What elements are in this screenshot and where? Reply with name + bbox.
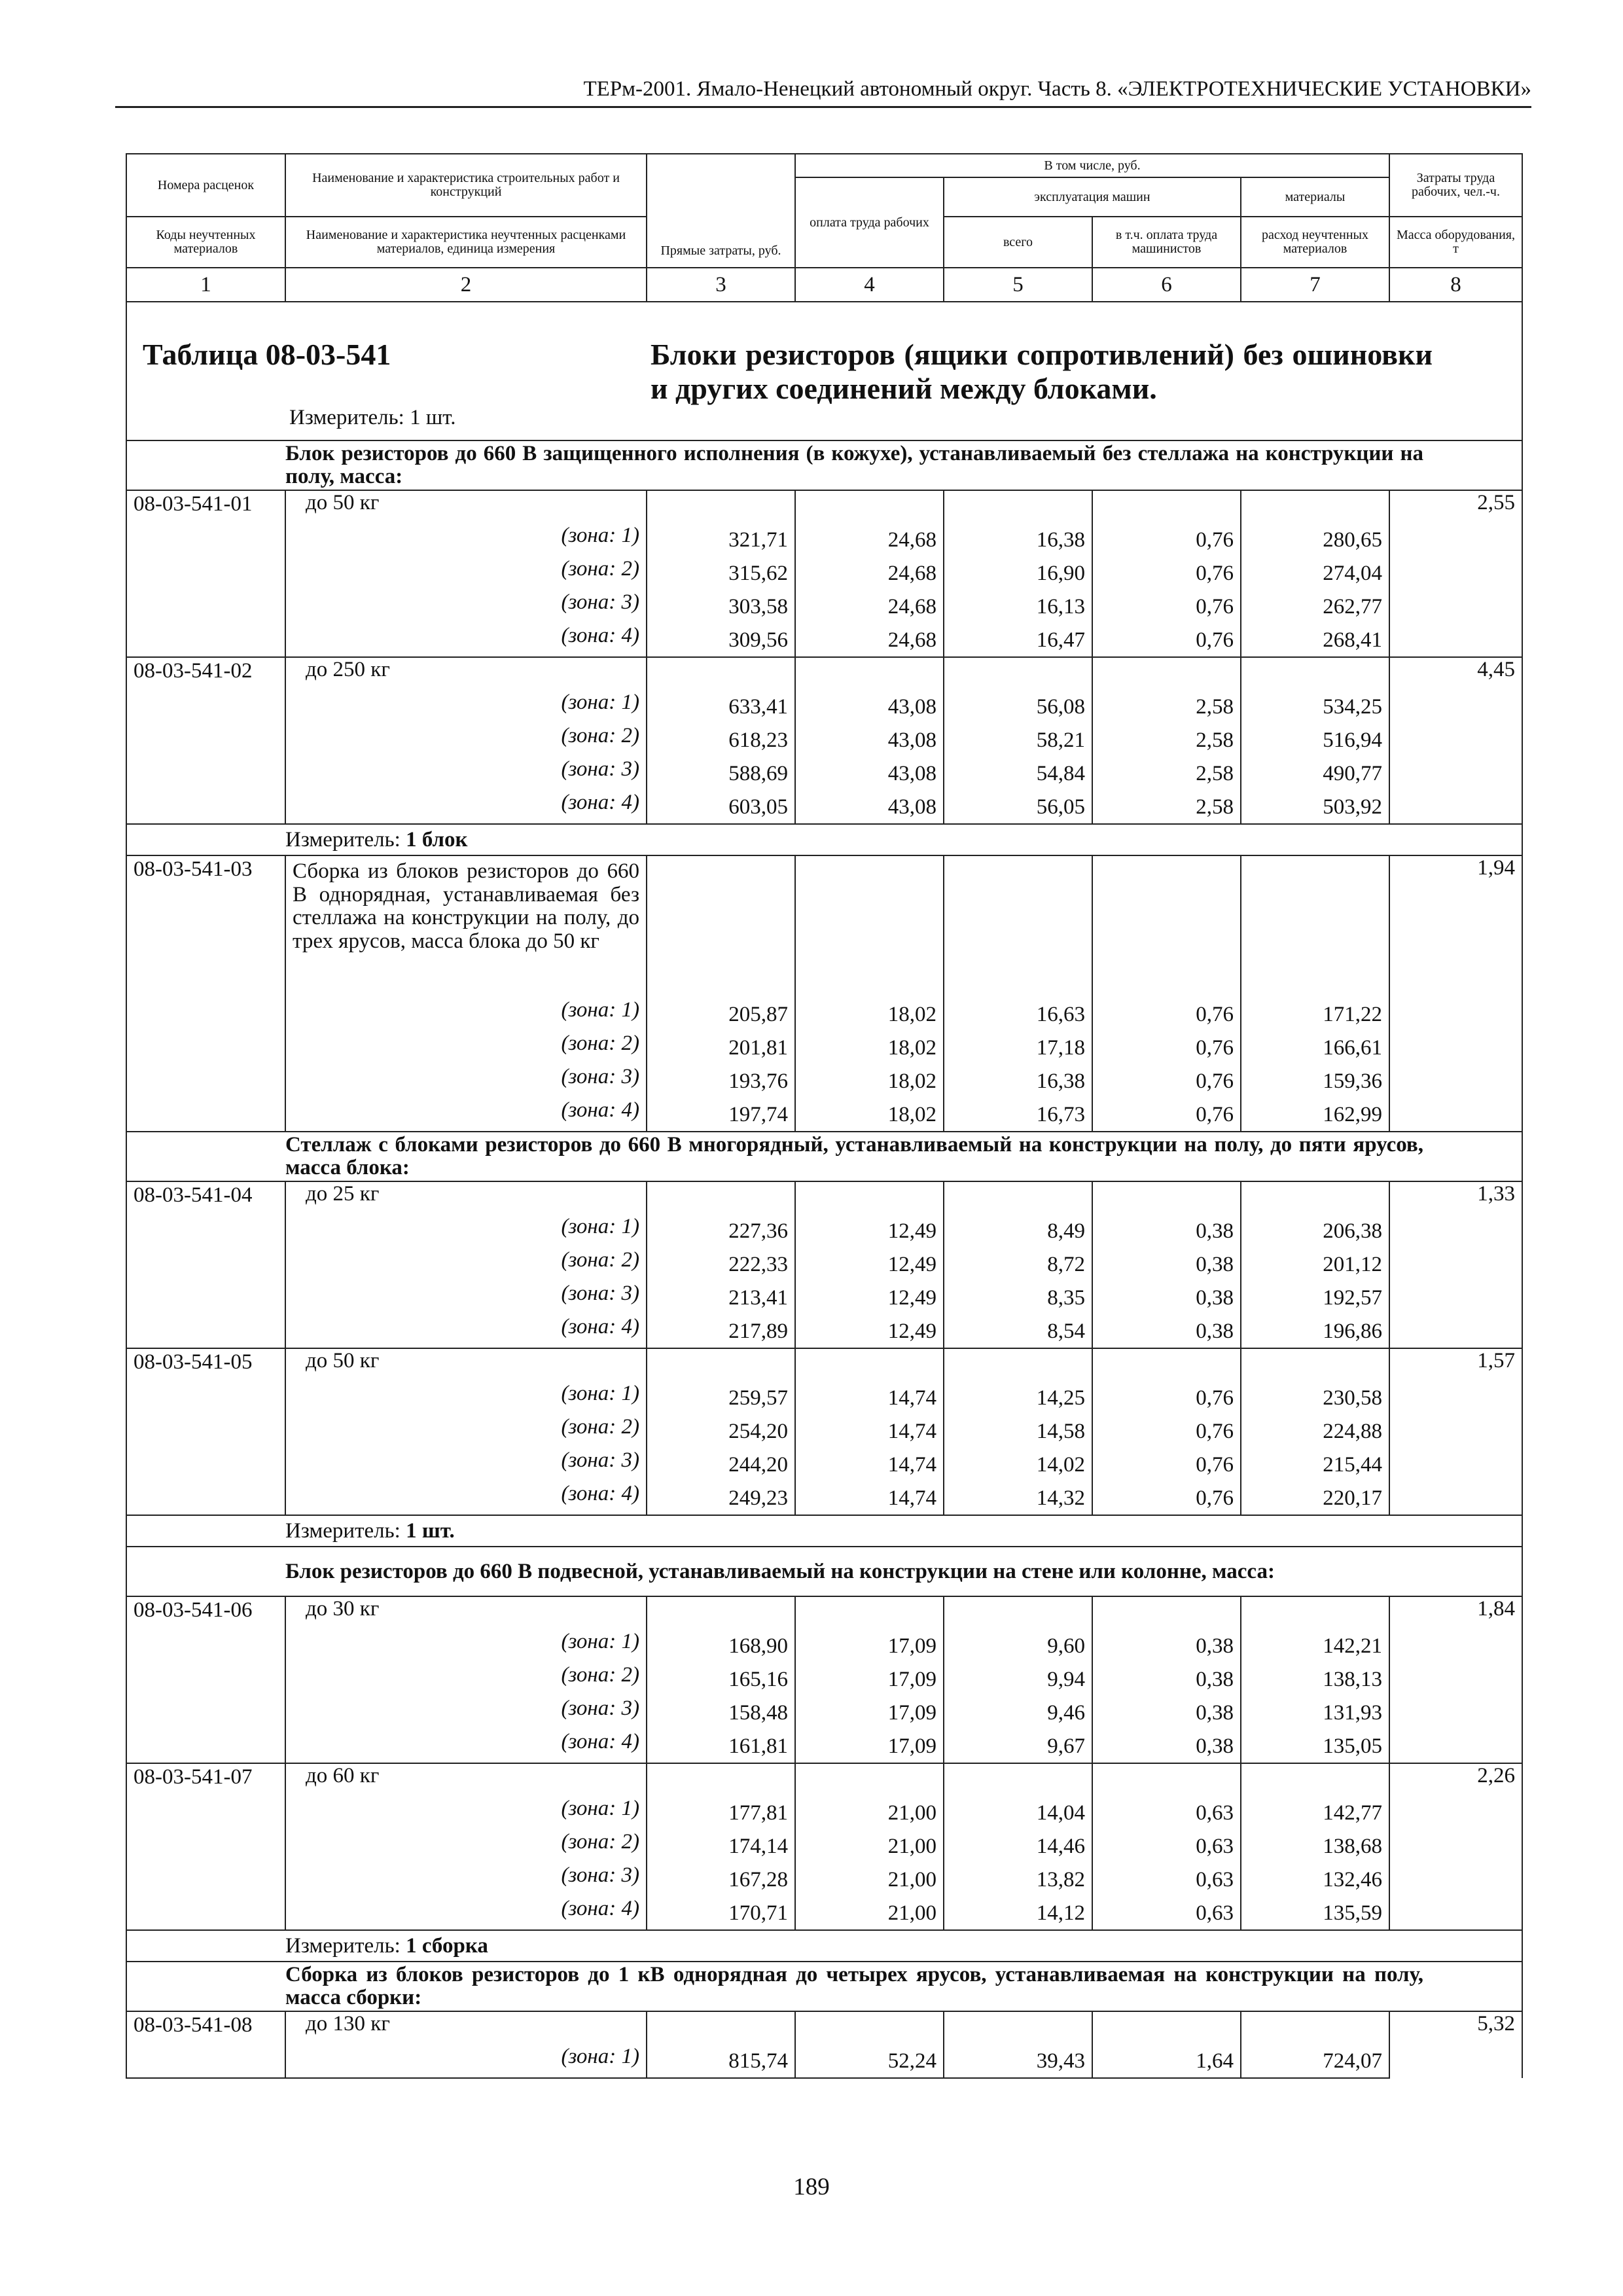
header-materials: материалы — [1241, 177, 1389, 217]
header-name-bottom: Наименование и характеристика неучтенных расценками материалов, единица измерения — [285, 217, 647, 268]
measure-label: Измеритель: — [285, 1518, 401, 1543]
measure-label: Измеритель: — [285, 1933, 401, 1958]
machinists-pay: 0,76 — [1092, 998, 1241, 1031]
direct-cost: 168,90 — [647, 1630, 795, 1663]
labor-pay: 12,49 — [795, 1315, 944, 1348]
header-including: В том числе, руб. — [795, 154, 1389, 177]
header-name-top: Наименование и характеристика строительных работ и конструкций — [285, 154, 647, 217]
empty-cell — [1092, 657, 1241, 691]
machinists-pay: 0,63 — [1092, 1897, 1241, 1930]
empty-cell — [795, 490, 944, 524]
labor-pay: 18,02 — [795, 1065, 944, 1098]
direct-cost: 167,28 — [647, 1863, 795, 1897]
labor-pay: 21,00 — [795, 1863, 944, 1897]
empty-cell — [1241, 1596, 1389, 1630]
machines-total: 16,38 — [944, 1065, 1092, 1098]
direct-cost: 633,41 — [647, 691, 795, 724]
zone-label: (зона: 1) — [285, 2045, 647, 2078]
equipment-mass: 2,55 — [1389, 490, 1522, 657]
header-rule — [115, 106, 1531, 108]
header-materials-unaccounted: расход неучтенных материалов — [1241, 217, 1389, 268]
materials-cost: 215,44 — [1241, 1448, 1389, 1482]
empty-cell — [647, 855, 795, 998]
section-heading: Стеллаж с блоками резисторов до 660 В многорядный, устанавливаемый на конструкции на полу, до пяти ярусов, масса блока: — [285, 1132, 1522, 1181]
zone-label: (зона: 4) — [285, 624, 647, 657]
empty-cell — [647, 1596, 795, 1630]
labor-pay: 17,09 — [795, 1730, 944, 1763]
empty-cell — [647, 1181, 795, 1215]
direct-cost: 618,23 — [647, 724, 795, 757]
direct-cost: 174,14 — [647, 1830, 795, 1863]
section-heading: Блок резисторов до 660 В подвесной, устанавливаемый на конструкции на стене или колонне, масса: — [285, 1547, 1522, 1596]
empty-cell — [795, 1763, 944, 1797]
empty-cell — [1092, 2011, 1241, 2045]
section-heading: Блок резисторов до 660 В защищенного исполнения (в кожухе), устанавливаемый без стеллажа на конструкции на полу, масса: — [285, 440, 1522, 490]
machines-total: 16,38 — [944, 524, 1092, 557]
running-header: ТЕРм-2001. Ямало-Ненецкий автономный округ. Часть 8. «ЭЛЕКТРОТЕХНИЧЕСКИЕ УСТАНОВКИ» — [583, 77, 1531, 101]
direct-cost: 254,20 — [647, 1415, 795, 1448]
empty-cell — [944, 657, 1092, 691]
direct-cost: 177,81 — [647, 1797, 795, 1830]
header-machinists: в т.ч. оплата труда машинистов — [1092, 217, 1241, 268]
empty-cell — [795, 1596, 944, 1630]
machines-total: 14,58 — [944, 1415, 1092, 1448]
materials-cost: 138,13 — [1241, 1663, 1389, 1696]
zone-label: (зона: 3) — [285, 1696, 647, 1730]
header-labor-pay: оплата труда рабочих — [795, 177, 944, 268]
rate-name: до 250 кг — [285, 657, 647, 691]
machinists-pay: 0,76 — [1092, 1448, 1241, 1482]
direct-cost: 170,71 — [647, 1897, 795, 1930]
materials-cost: 142,21 — [1241, 1630, 1389, 1663]
zone-label: (зона: 4) — [285, 1098, 647, 1132]
zone-label: (зона: 1) — [285, 691, 647, 724]
labor-pay: 24,68 — [795, 524, 944, 557]
empty-cell — [944, 1596, 1092, 1630]
rate-code: 08-03-541-03 — [126, 855, 285, 1132]
labor-pay: 21,00 — [795, 1897, 944, 1930]
machines-total: 56,05 — [944, 791, 1092, 824]
materials-cost: 135,59 — [1241, 1897, 1389, 1930]
empty-cell — [647, 657, 795, 691]
zone-label: (зона: 4) — [285, 1897, 647, 1930]
materials-cost: 192,57 — [1241, 1282, 1389, 1315]
machines-total: 9,46 — [944, 1696, 1092, 1730]
empty-cell — [1241, 2011, 1389, 2045]
materials-cost: 162,99 — [1241, 1098, 1389, 1132]
machinists-pay: 0,38 — [1092, 1248, 1241, 1282]
rate-code: 08-03-541-07 — [126, 1763, 285, 1930]
empty-cell — [647, 1348, 795, 1382]
machines-total: 8,72 — [944, 1248, 1092, 1282]
measure-unit: Измеритель: 1 шт. — [289, 406, 456, 429]
materials-cost: 166,61 — [1241, 1031, 1389, 1065]
empty-cell — [647, 2011, 795, 2045]
rate-code: 08-03-541-06 — [126, 1596, 285, 1763]
materials-cost: 171,22 — [1241, 998, 1389, 1031]
machines-total: 14,25 — [944, 1382, 1092, 1415]
machinists-pay: 0,38 — [1092, 1215, 1241, 1248]
machines-total: 9,94 — [944, 1663, 1092, 1696]
machines-total: 8,54 — [944, 1315, 1092, 1348]
materials-cost: 131,93 — [1241, 1696, 1389, 1730]
machines-total: 54,84 — [944, 757, 1092, 791]
column-number: 4 — [795, 268, 944, 302]
materials-cost: 534,25 — [1241, 691, 1389, 724]
materials-cost: 274,04 — [1241, 557, 1389, 590]
machinists-pay: 0,76 — [1092, 590, 1241, 624]
direct-cost: 227,36 — [647, 1215, 795, 1248]
zone-label: (зона: 3) — [285, 1065, 647, 1098]
materials-cost: 280,65 — [1241, 524, 1389, 557]
direct-cost: 217,89 — [647, 1315, 795, 1348]
zone-label: (зона: 2) — [285, 1415, 647, 1448]
materials-cost: 135,05 — [1241, 1730, 1389, 1763]
zone-label: (зона: 2) — [285, 1031, 647, 1065]
empty-cell — [944, 1763, 1092, 1797]
labor-pay: 12,49 — [795, 1215, 944, 1248]
equipment-mass: 1,57 — [1389, 1348, 1522, 1515]
labor-pay: 12,49 — [795, 1282, 944, 1315]
machinists-pay: 0,76 — [1092, 624, 1241, 657]
labor-pay: 24,68 — [795, 557, 944, 590]
measure-row — [285, 1930, 1522, 1962]
equipment-mass: 1,84 — [1389, 1596, 1522, 1763]
zone-label: (зона: 4) — [285, 1730, 647, 1763]
zone-label: (зона: 2) — [285, 1830, 647, 1863]
materials-cost: 201,12 — [1241, 1248, 1389, 1282]
machinists-pay: 0,76 — [1092, 524, 1241, 557]
direct-cost: 303,58 — [647, 590, 795, 624]
machinists-pay: 0,38 — [1092, 1696, 1241, 1730]
measure-left-cell — [126, 1930, 285, 1962]
labor-pay: 12,49 — [795, 1248, 944, 1282]
machines-total: 14,12 — [944, 1897, 1092, 1930]
labor-pay: 14,74 — [795, 1382, 944, 1415]
direct-cost: 321,71 — [647, 524, 795, 557]
labor-pay: 18,02 — [795, 1098, 944, 1132]
labor-pay: 14,74 — [795, 1415, 944, 1448]
equipment-mass: 1,33 — [1389, 1181, 1522, 1348]
machinists-pay: 0,38 — [1092, 1663, 1241, 1696]
rate-code: 08-03-541-01 — [126, 490, 285, 657]
machines-total: 16,73 — [944, 1098, 1092, 1132]
machines-total: 16,90 — [944, 557, 1092, 590]
machines-total: 13,82 — [944, 1863, 1092, 1897]
labor-pay: 18,02 — [795, 998, 944, 1031]
header-codes-top: Номера расценок — [126, 154, 285, 217]
zone-label: (зона: 2) — [285, 1248, 647, 1282]
table-title: Блоки резисторов (ящики сопротивлений) без ошиновки и других соединений между блоками. — [651, 338, 1433, 405]
machinists-pay: 0,76 — [1092, 1382, 1241, 1415]
direct-cost: 193,76 — [647, 1065, 795, 1098]
machines-total: 14,04 — [944, 1797, 1092, 1830]
labor-pay: 43,08 — [795, 691, 944, 724]
labor-pay: 43,08 — [795, 757, 944, 791]
section-heading: Сборка из блоков резисторов до 1 кВ однорядная до четырех ярусов, устанавливаемая на конструкции на полу, масса сборки: — [285, 1962, 1522, 2011]
machinists-pay: 2,58 — [1092, 691, 1241, 724]
section-left-cell — [126, 1962, 285, 2011]
materials-cost: 516,94 — [1241, 724, 1389, 757]
machinists-pay: 0,38 — [1092, 1282, 1241, 1315]
section-left-cell — [126, 1132, 285, 1181]
direct-cost: 161,81 — [647, 1730, 795, 1763]
measure-row — [285, 824, 1522, 855]
machinists-pay: 0,76 — [1092, 1098, 1241, 1132]
machinists-pay: 0,38 — [1092, 1315, 1241, 1348]
direct-cost: 222,33 — [647, 1248, 795, 1282]
empty-cell — [1241, 490, 1389, 524]
zone-label: (зона: 2) — [285, 724, 647, 757]
empty-cell — [1241, 1181, 1389, 1215]
zone-label: (зона: 2) — [285, 1663, 647, 1696]
zone-label: (зона: 3) — [285, 1282, 647, 1315]
direct-cost: 201,81 — [647, 1031, 795, 1065]
materials-cost: 224,88 — [1241, 1415, 1389, 1448]
empty-cell — [1092, 1348, 1241, 1382]
direct-cost: 309,56 — [647, 624, 795, 657]
rate-name: до 50 кг — [285, 490, 647, 524]
labor-pay: 21,00 — [795, 1797, 944, 1830]
rate-name: до 130 кг — [285, 2011, 647, 2045]
labor-pay: 43,08 — [795, 791, 944, 824]
zone-label: (зона: 3) — [285, 1863, 647, 1897]
empty-cell — [1241, 657, 1389, 691]
materials-cost: 268,41 — [1241, 624, 1389, 657]
machines-total: 16,63 — [944, 998, 1092, 1031]
rate-name: до 60 кг — [285, 1763, 647, 1797]
direct-cost: 165,16 — [647, 1663, 795, 1696]
machinists-pay: 0,38 — [1092, 1630, 1241, 1663]
direct-cost: 158,48 — [647, 1696, 795, 1730]
machinists-pay: 0,76 — [1092, 1031, 1241, 1065]
rate-code: 08-03-541-05 — [126, 1348, 285, 1515]
machines-total: 14,02 — [944, 1448, 1092, 1482]
zone-label: (зона: 1) — [285, 1215, 647, 1248]
empty-cell — [944, 855, 1092, 998]
empty-cell — [1092, 1763, 1241, 1797]
machinists-pay: 0,76 — [1092, 557, 1241, 590]
direct-cost: 197,74 — [647, 1098, 795, 1132]
column-number: 8 — [1389, 268, 1522, 302]
zone-label: (зона: 3) — [285, 590, 647, 624]
labor-pay: 17,09 — [795, 1630, 944, 1663]
machinists-pay: 0,63 — [1092, 1863, 1241, 1897]
section-left-cell — [126, 1547, 285, 1596]
direct-cost: 205,87 — [647, 998, 795, 1031]
zone-label: (зона: 1) — [285, 998, 647, 1031]
machines-total: 17,18 — [944, 1031, 1092, 1065]
empty-cell — [795, 657, 944, 691]
zone-label: (зона: 3) — [285, 757, 647, 791]
labor-pay: 14,74 — [795, 1448, 944, 1482]
machines-total: 58,21 — [944, 724, 1092, 757]
materials-cost: 724,07 — [1241, 2045, 1389, 2078]
empty-cell — [1241, 1348, 1389, 1382]
machinists-pay: 0,76 — [1092, 1482, 1241, 1515]
column-number: 5 — [944, 268, 1092, 302]
machines-total: 16,47 — [944, 624, 1092, 657]
zone-label: (зона: 4) — [285, 791, 647, 824]
direct-cost: 603,05 — [647, 791, 795, 824]
header-labor: Затраты труда рабочих, чел.-ч. — [1389, 154, 1522, 217]
empty-cell — [1092, 855, 1241, 998]
measure-row — [285, 1515, 1522, 1547]
equipment-mass: 2,26 — [1389, 1763, 1522, 1930]
equipment-mass: 4,45 — [1389, 657, 1522, 824]
empty-cell — [795, 855, 944, 998]
machines-total: 8,35 — [944, 1282, 1092, 1315]
materials-cost: 138,68 — [1241, 1830, 1389, 1863]
machines-total: 9,67 — [944, 1730, 1092, 1763]
machines-total: 39,43 — [944, 2045, 1092, 2078]
machinists-pay: 0,63 — [1092, 1797, 1241, 1830]
materials-cost: 220,17 — [1241, 1482, 1389, 1515]
rate-name: до 30 кг — [285, 1596, 647, 1630]
measure-label: Измеритель: — [285, 827, 401, 852]
rate-name: Сборка из блоков резисторов до 660 В однорядная, устанавливаемая без стеллажа на конструкции на полу, до трех ярусов, масса блока до 50 кг — [285, 855, 647, 998]
rate-name: до 50 кг — [285, 1348, 647, 1382]
empty-cell — [944, 2011, 1092, 2045]
empty-cell — [647, 490, 795, 524]
equipment-mass: 1,94 — [1389, 855, 1522, 1132]
machinists-pay: 0,38 — [1092, 1730, 1241, 1763]
empty-cell — [795, 2011, 944, 2045]
empty-cell — [944, 490, 1092, 524]
empty-cell — [1092, 1181, 1241, 1215]
rate-code: 08-03-541-08 — [126, 2011, 285, 2078]
labor-pay: 21,00 — [795, 1830, 944, 1863]
header-equip-mass: Масса оборудования, т — [1389, 217, 1522, 268]
materials-cost: 142,77 — [1241, 1797, 1389, 1830]
materials-cost: 159,36 — [1241, 1065, 1389, 1098]
labor-pay: 18,02 — [795, 1031, 944, 1065]
zone-label: (зона: 4) — [285, 1482, 647, 1515]
labor-pay: 43,08 — [795, 724, 944, 757]
rate-code: 08-03-541-04 — [126, 1181, 285, 1348]
zone-label: (зона: 1) — [285, 1797, 647, 1830]
direct-cost: 249,23 — [647, 1482, 795, 1515]
machinists-pay: 0,63 — [1092, 1830, 1241, 1863]
empty-cell — [795, 1348, 944, 1382]
machines-total: 14,32 — [944, 1482, 1092, 1515]
column-number: 2 — [285, 268, 647, 302]
empty-cell — [647, 1763, 795, 1797]
direct-cost: 259,57 — [647, 1382, 795, 1415]
equipment-mass: 5,32 — [1389, 2011, 1522, 2078]
direct-cost: 815,74 — [647, 2045, 795, 2078]
column-number: 3 — [647, 268, 795, 302]
page-number: 189 — [793, 2174, 830, 2200]
labor-pay: 17,09 — [795, 1663, 944, 1696]
machinists-pay: 2,58 — [1092, 791, 1241, 824]
direct-cost: 244,20 — [647, 1448, 795, 1482]
machinists-pay: 0,76 — [1092, 1065, 1241, 1098]
measure-left-cell — [126, 824, 285, 855]
zone-label: (зона: 1) — [285, 1382, 647, 1415]
empty-cell — [1092, 490, 1241, 524]
machines-total: 8,49 — [944, 1215, 1092, 1248]
machinists-pay: 1,64 — [1092, 2045, 1241, 2078]
empty-cell — [1241, 855, 1389, 998]
empty-cell — [795, 1181, 944, 1215]
machinists-pay: 0,76 — [1092, 1415, 1241, 1448]
direct-cost: 213,41 — [647, 1282, 795, 1315]
measure-value: 1 сборка — [406, 1933, 488, 1958]
materials-cost: 262,77 — [1241, 590, 1389, 624]
zone-label: (зона: 2) — [285, 557, 647, 590]
empty-cell — [1092, 1596, 1241, 1630]
machines-total: 14,46 — [944, 1830, 1092, 1863]
empty-cell — [944, 1181, 1092, 1215]
zone-label: (зона: 1) — [285, 524, 647, 557]
materials-cost: 230,58 — [1241, 1382, 1389, 1415]
materials-cost: 196,86 — [1241, 1315, 1389, 1348]
measure-left-cell — [126, 1515, 285, 1547]
rate-name: до 25 кг — [285, 1181, 647, 1215]
section-left-cell — [126, 440, 285, 490]
labor-pay: 24,68 — [795, 624, 944, 657]
empty-cell — [944, 1348, 1092, 1382]
rate-code: 08-03-541-02 — [126, 657, 285, 824]
empty-cell — [1241, 1763, 1389, 1797]
table-title-block — [126, 302, 1522, 440]
measure-value: 1 блок — [406, 827, 468, 852]
zone-label: (зона: 4) — [285, 1315, 647, 1348]
header-machines: эксплуатация машин — [944, 177, 1241, 217]
materials-cost: 206,38 — [1241, 1215, 1389, 1248]
labor-pay: 52,24 — [795, 2045, 944, 2078]
materials-cost: 503,92 — [1241, 791, 1389, 824]
direct-cost: 588,69 — [647, 757, 795, 791]
labor-pay: 17,09 — [795, 1696, 944, 1730]
direct-cost: 315,62 — [647, 557, 795, 590]
measure-value: 1 шт. — [406, 1518, 455, 1543]
labor-pay: 24,68 — [795, 590, 944, 624]
zone-label: (зона: 1) — [285, 1630, 647, 1663]
header-machines-total: всего — [944, 217, 1092, 268]
zone-label: (зона: 3) — [285, 1448, 647, 1482]
materials-cost: 490,77 — [1241, 757, 1389, 791]
column-number: 6 — [1092, 268, 1241, 302]
materials-cost: 132,46 — [1241, 1863, 1389, 1897]
machines-total: 9,60 — [944, 1630, 1092, 1663]
labor-pay: 14,74 — [795, 1482, 944, 1515]
header-direct-costs: Прямые затраты, руб. — [647, 154, 795, 268]
machines-total: 16,13 — [944, 590, 1092, 624]
table-number: Таблица 08-03-541 — [143, 338, 391, 371]
header-codes-bottom: Коды неучтенных материалов — [126, 217, 285, 268]
machinists-pay: 2,58 — [1092, 724, 1241, 757]
column-number: 7 — [1241, 268, 1389, 302]
machinists-pay: 2,58 — [1092, 757, 1241, 791]
rates-table — [126, 153, 1523, 2079]
machines-total: 56,08 — [944, 691, 1092, 724]
column-number: 1 — [126, 268, 285, 302]
